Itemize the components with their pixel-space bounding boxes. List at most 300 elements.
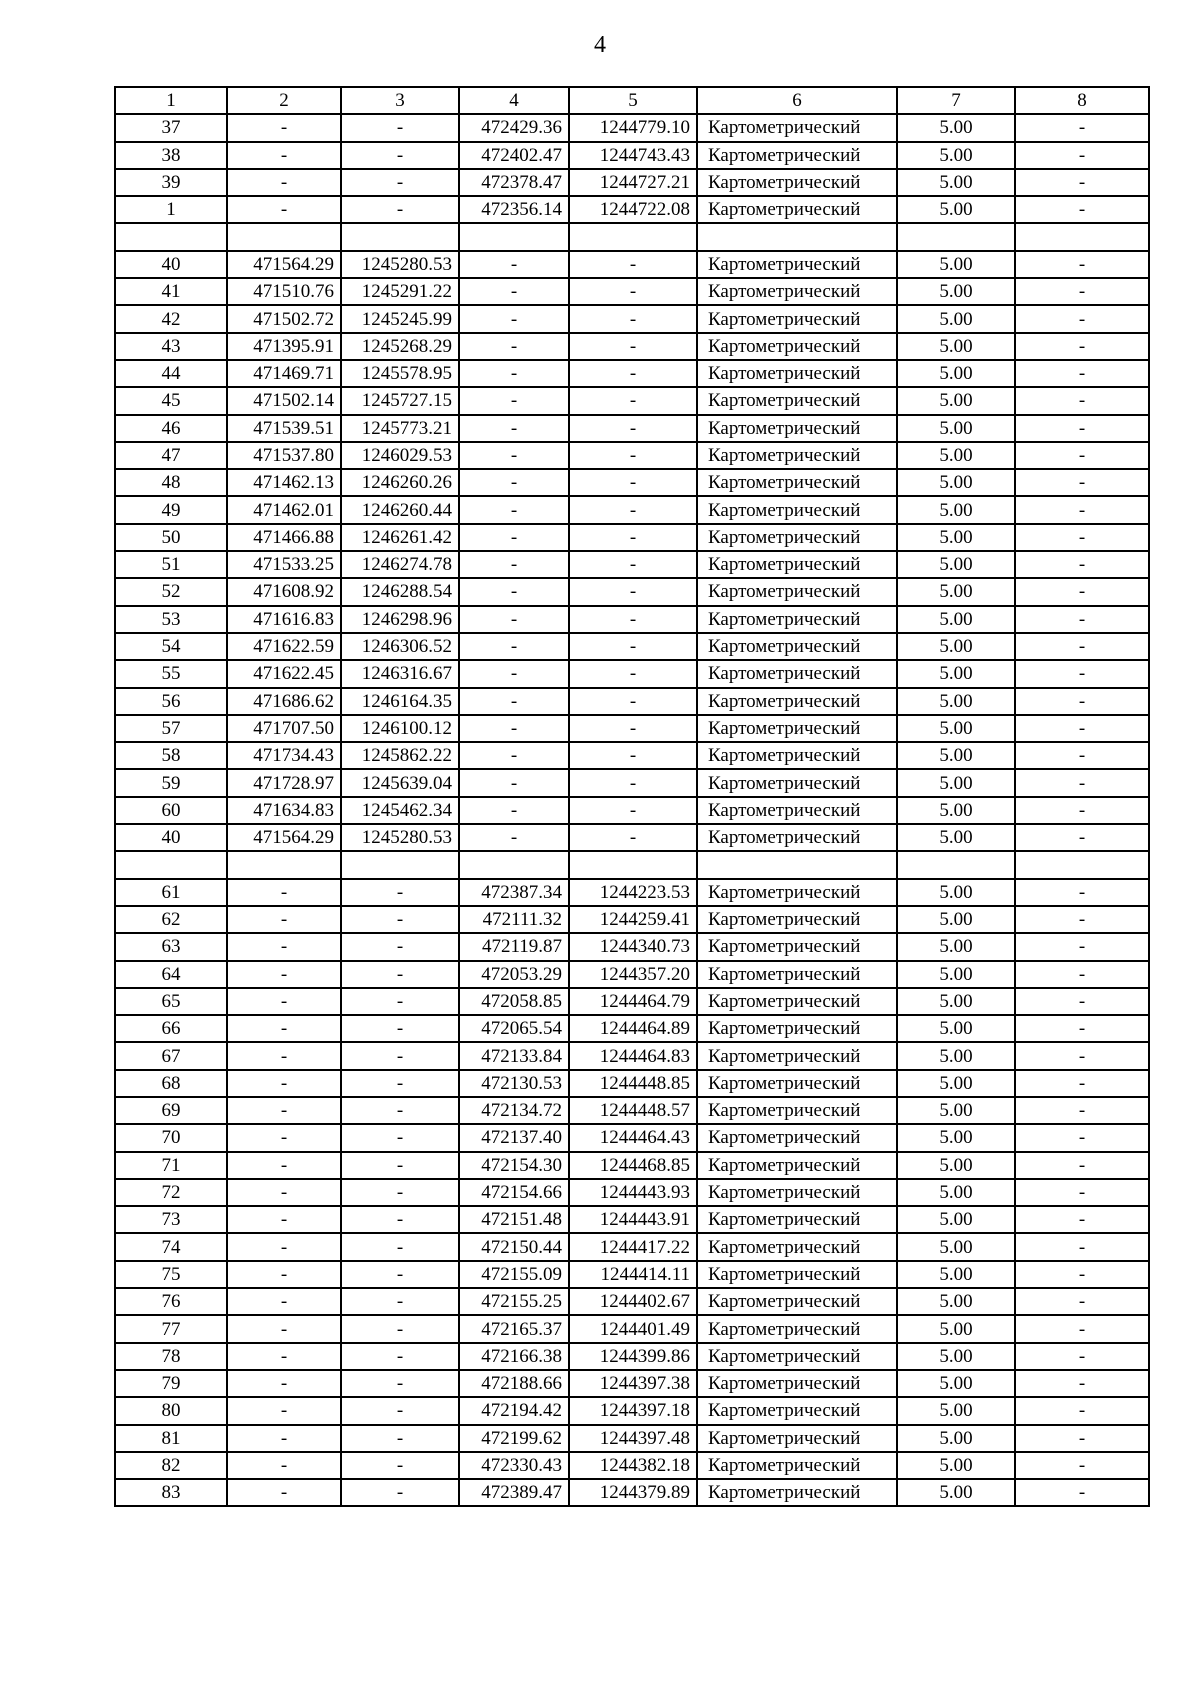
note-cell: [1015, 851, 1149, 878]
note-cell: -: [1015, 415, 1149, 442]
x-old-cell: 471395.91: [227, 333, 341, 360]
table-row: [115, 851, 1149, 878]
method-cell: Картометрический: [697, 715, 897, 742]
point-number-cell: [115, 851, 227, 878]
y-old-cell: 1245578.95: [341, 360, 459, 387]
y-new-cell: -: [569, 688, 697, 715]
y-new-cell: -: [569, 606, 697, 633]
accuracy-cell: 5.00: [897, 1479, 1015, 1506]
note-cell: -: [1015, 1343, 1149, 1370]
method-cell: Картометрический: [697, 305, 897, 332]
method-cell: Картометрический: [697, 797, 897, 824]
note-cell: -: [1015, 1152, 1149, 1179]
accuracy-cell: 5.00: [897, 578, 1015, 605]
method-cell: Картометрический: [697, 578, 897, 605]
table-row: [115, 1452, 1149, 1479]
x-new-cell: -: [459, 797, 569, 824]
y-new-cell: 1244443.93: [569, 1179, 697, 1206]
x-old-cell: [227, 851, 341, 878]
note-cell: -: [1015, 1042, 1149, 1069]
x-new-cell: -: [459, 578, 569, 605]
method-cell: Картометрический: [697, 1425, 897, 1452]
y-old-cell: -: [341, 988, 459, 1015]
x-old-cell: -: [227, 196, 341, 223]
x-new-cell: 472155.09: [459, 1261, 569, 1288]
table-row: [115, 688, 1149, 715]
x-new-cell: 472330.43: [459, 1452, 569, 1479]
x-old-cell: -: [227, 988, 341, 1015]
table-row: [115, 333, 1149, 360]
x-new-cell: 472053.29: [459, 961, 569, 988]
accuracy-cell: 5.00: [897, 305, 1015, 332]
table-row: [115, 496, 1149, 523]
accuracy-cell: 5.00: [897, 879, 1015, 906]
accuracy-cell: 5.00: [897, 1206, 1015, 1233]
point-number-cell: 48: [115, 469, 227, 496]
x-old-cell: -: [227, 1152, 341, 1179]
point-number-cell: 66: [115, 1015, 227, 1042]
point-number-cell: 55: [115, 660, 227, 687]
y-old-cell: 1246288.54: [341, 578, 459, 605]
method-cell: Картометрический: [697, 1261, 897, 1288]
accuracy-cell: 5.00: [897, 769, 1015, 796]
point-number-cell: 79: [115, 1370, 227, 1397]
note-cell: -: [1015, 715, 1149, 742]
y-old-cell: -: [341, 1261, 459, 1288]
accuracy-cell: 5.00: [897, 715, 1015, 742]
x-old-cell: -: [227, 879, 341, 906]
x-new-cell: 472389.47: [459, 1479, 569, 1506]
y-new-cell: 1244448.57: [569, 1097, 697, 1124]
method-cell: Картометрический: [697, 961, 897, 988]
note-cell: -: [1015, 961, 1149, 988]
x-old-cell: -: [227, 961, 341, 988]
note-cell: -: [1015, 278, 1149, 305]
point-number-cell: 78: [115, 1343, 227, 1370]
method-cell: Картометрический: [697, 1097, 897, 1124]
point-number-cell: 64: [115, 961, 227, 988]
accuracy-cell: 5.00: [897, 415, 1015, 442]
x-new-cell: 472166.38: [459, 1343, 569, 1370]
note-cell: -: [1015, 360, 1149, 387]
point-number-cell: 58: [115, 742, 227, 769]
method-cell: Картометрический: [697, 469, 897, 496]
method-cell: Картометрический: [697, 169, 897, 196]
y-old-cell: [341, 223, 459, 250]
y-old-cell: 1245462.34: [341, 797, 459, 824]
y-old-cell: [341, 851, 459, 878]
x-new-cell: -: [459, 496, 569, 523]
x-old-cell: 471564.29: [227, 824, 341, 851]
method-cell: Картометрический: [697, 415, 897, 442]
accuracy-cell: 5.00: [897, 797, 1015, 824]
point-number-cell: 38: [115, 142, 227, 169]
y-old-cell: -: [341, 1397, 459, 1424]
x-new-cell: -: [459, 251, 569, 278]
x-new-cell: 472137.40: [459, 1124, 569, 1151]
y-new-cell: -: [569, 660, 697, 687]
x-new-cell: -: [459, 415, 569, 442]
point-number-cell: 56: [115, 688, 227, 715]
y-old-cell: -: [341, 1015, 459, 1042]
table-body: [115, 114, 1149, 1506]
note-cell: -: [1015, 1370, 1149, 1397]
accuracy-cell: 5.00: [897, 824, 1015, 851]
method-cell: Картометрический: [697, 360, 897, 387]
accuracy-cell: 5.00: [897, 1261, 1015, 1288]
accuracy-cell: 5.00: [897, 633, 1015, 660]
table-row: [115, 606, 1149, 633]
note-cell: -: [1015, 606, 1149, 633]
column-header: 2: [227, 87, 341, 114]
y-new-cell: -: [569, 251, 697, 278]
table-row: [115, 142, 1149, 169]
y-old-cell: -: [341, 1097, 459, 1124]
accuracy-cell: 5.00: [897, 1042, 1015, 1069]
x-old-cell: -: [227, 1124, 341, 1151]
y-old-cell: -: [341, 1124, 459, 1151]
point-number-cell: 77: [115, 1315, 227, 1342]
y-new-cell: [569, 223, 697, 250]
accuracy-cell: 5.00: [897, 1152, 1015, 1179]
x-old-cell: -: [227, 1315, 341, 1342]
note-cell: -: [1015, 251, 1149, 278]
accuracy-cell: 5.00: [897, 1179, 1015, 1206]
table-row: [115, 961, 1149, 988]
table-row: [115, 1179, 1149, 1206]
y-new-cell: -: [569, 305, 697, 332]
x-old-cell: -: [227, 933, 341, 960]
point-number-cell: 52: [115, 578, 227, 605]
y-new-cell: 1244464.83: [569, 1042, 697, 1069]
note-cell: -: [1015, 797, 1149, 824]
x-old-cell: 471539.51: [227, 415, 341, 442]
accuracy-cell: 5.00: [897, 1370, 1015, 1397]
x-new-cell: -: [459, 606, 569, 633]
y-new-cell: -: [569, 442, 697, 469]
x-old-cell: 471707.50: [227, 715, 341, 742]
note-cell: -: [1015, 524, 1149, 551]
point-number-cell: 53: [115, 606, 227, 633]
accuracy-cell: 5.00: [897, 906, 1015, 933]
note-cell: -: [1015, 1479, 1149, 1506]
method-cell: Картометрический: [697, 1179, 897, 1206]
y-old-cell: -: [341, 961, 459, 988]
x-old-cell: -: [227, 1261, 341, 1288]
accuracy-cell: 5.00: [897, 1315, 1015, 1342]
y-new-cell: -: [569, 824, 697, 851]
column-header: 4: [459, 87, 569, 114]
x-old-cell: 471462.13: [227, 469, 341, 496]
note-cell: -: [1015, 660, 1149, 687]
method-cell: Картометрический: [697, 1315, 897, 1342]
x-old-cell: 471608.92: [227, 578, 341, 605]
method-cell: Картометрический: [697, 442, 897, 469]
x-new-cell: -: [459, 742, 569, 769]
note-cell: -: [1015, 333, 1149, 360]
column-header: 6: [697, 87, 897, 114]
y-new-cell: -: [569, 415, 697, 442]
point-number-cell: 43: [115, 333, 227, 360]
y-old-cell: 1246100.12: [341, 715, 459, 742]
accuracy-cell: 5.00: [897, 660, 1015, 687]
y-new-cell: -: [569, 797, 697, 824]
point-number-cell: 41: [115, 278, 227, 305]
x-new-cell: 472133.84: [459, 1042, 569, 1069]
column-header: 8: [1015, 87, 1149, 114]
y-old-cell: 1245245.99: [341, 305, 459, 332]
accuracy-cell: 5.00: [897, 1233, 1015, 1260]
y-old-cell: 1245280.53: [341, 824, 459, 851]
accuracy-cell: 5.00: [897, 169, 1015, 196]
y-new-cell: 1244779.10: [569, 114, 697, 141]
table-row: [115, 415, 1149, 442]
y-old-cell: -: [341, 906, 459, 933]
x-old-cell: [227, 223, 341, 250]
y-new-cell: 1244464.43: [569, 1124, 697, 1151]
note-cell: -: [1015, 551, 1149, 578]
y-new-cell: 1244727.21: [569, 169, 697, 196]
coordinates-table: [114, 86, 1150, 1507]
note-cell: -: [1015, 1097, 1149, 1124]
note-cell: -: [1015, 114, 1149, 141]
table-row: [115, 1015, 1149, 1042]
y-old-cell: -: [341, 1206, 459, 1233]
method-cell: [697, 851, 897, 878]
x-old-cell: -: [227, 1070, 341, 1097]
x-new-cell: [459, 223, 569, 250]
point-number-cell: 71: [115, 1152, 227, 1179]
table-row: [115, 524, 1149, 551]
x-old-cell: 471728.97: [227, 769, 341, 796]
y-old-cell: -: [341, 1070, 459, 1097]
y-new-cell: 1244399.86: [569, 1343, 697, 1370]
x-old-cell: -: [227, 906, 341, 933]
note-cell: -: [1015, 469, 1149, 496]
method-cell: Картометрический: [697, 688, 897, 715]
x-old-cell: -: [227, 1233, 341, 1260]
point-number-cell: 74: [115, 1233, 227, 1260]
method-cell: Картометрический: [697, 1070, 897, 1097]
page-number: 4: [594, 32, 606, 58]
y-old-cell: -: [341, 1315, 459, 1342]
note-cell: -: [1015, 906, 1149, 933]
note-cell: -: [1015, 988, 1149, 1015]
point-number-cell: 72: [115, 1179, 227, 1206]
y-new-cell: 1244397.18: [569, 1397, 697, 1424]
y-new-cell: 1244382.18: [569, 1452, 697, 1479]
note-cell: -: [1015, 933, 1149, 960]
x-old-cell: -: [227, 1042, 341, 1069]
y-new-cell: -: [569, 360, 697, 387]
table-row: [115, 1288, 1149, 1315]
y-old-cell: -: [341, 114, 459, 141]
y-old-cell: -: [341, 1370, 459, 1397]
x-old-cell: -: [227, 1370, 341, 1397]
y-old-cell: -: [341, 169, 459, 196]
method-cell: Картометрический: [697, 879, 897, 906]
x-old-cell: -: [227, 1288, 341, 1315]
y-new-cell: 1244397.48: [569, 1425, 697, 1452]
x-new-cell: -: [459, 715, 569, 742]
table-row: [115, 387, 1149, 414]
point-number-cell: 69: [115, 1097, 227, 1124]
table-row: [115, 169, 1149, 196]
method-cell: Картометрический: [697, 142, 897, 169]
table-row: [115, 551, 1149, 578]
x-old-cell: -: [227, 1206, 341, 1233]
point-number-cell: [115, 223, 227, 250]
y-old-cell: 1246164.35: [341, 688, 459, 715]
y-old-cell: -: [341, 1425, 459, 1452]
table-row: [115, 879, 1149, 906]
x-new-cell: -: [459, 633, 569, 660]
note-cell: -: [1015, 1070, 1149, 1097]
table-row: [115, 824, 1149, 851]
x-old-cell: 471502.14: [227, 387, 341, 414]
y-old-cell: 1245727.15: [341, 387, 459, 414]
y-new-cell: 1244464.89: [569, 1015, 697, 1042]
y-old-cell: 1245862.22: [341, 742, 459, 769]
x-new-cell: -: [459, 305, 569, 332]
table-row: [115, 1042, 1149, 1069]
x-new-cell: 472199.62: [459, 1425, 569, 1452]
table-row: [115, 1479, 1149, 1506]
point-number-cell: 40: [115, 251, 227, 278]
table-row: [115, 1343, 1149, 1370]
x-old-cell: 471564.29: [227, 251, 341, 278]
accuracy-cell: 5.00: [897, 933, 1015, 960]
table-row: [115, 1124, 1149, 1151]
accuracy-cell: 5.00: [897, 469, 1015, 496]
x-old-cell: 471537.80: [227, 442, 341, 469]
x-old-cell: 471510.76: [227, 278, 341, 305]
x-old-cell: 471686.62: [227, 688, 341, 715]
y-new-cell: 1244448.85: [569, 1070, 697, 1097]
accuracy-cell: 5.00: [897, 688, 1015, 715]
method-cell: Картометрический: [697, 387, 897, 414]
method-cell: Картометрический: [697, 114, 897, 141]
accuracy-cell: 5.00: [897, 442, 1015, 469]
y-old-cell: -: [341, 1042, 459, 1069]
table-row: [115, 305, 1149, 332]
note-cell: -: [1015, 1124, 1149, 1151]
point-number-cell: 57: [115, 715, 227, 742]
x-new-cell: 472065.54: [459, 1015, 569, 1042]
table-row: [115, 1097, 1149, 1124]
x-old-cell: -: [227, 1397, 341, 1424]
table-row: [115, 769, 1149, 796]
point-number-cell: 73: [115, 1206, 227, 1233]
x-new-cell: 472188.66: [459, 1370, 569, 1397]
x-new-cell: 472119.87: [459, 933, 569, 960]
x-old-cell: 471469.71: [227, 360, 341, 387]
x-new-cell: -: [459, 387, 569, 414]
note-cell: -: [1015, 1261, 1149, 1288]
method-cell: Картометрический: [697, 1233, 897, 1260]
point-number-cell: 54: [115, 633, 227, 660]
method-cell: Картометрический: [697, 1288, 897, 1315]
x-new-cell: 472378.47: [459, 169, 569, 196]
method-cell: Картометрический: [697, 660, 897, 687]
table-row: [115, 933, 1149, 960]
table-row: [115, 660, 1149, 687]
y-new-cell: -: [569, 578, 697, 605]
table-row: [115, 1233, 1149, 1260]
table-row: [115, 578, 1149, 605]
method-cell: Картометрический: [697, 824, 897, 851]
x-new-cell: -: [459, 278, 569, 305]
method-cell: Картометрический: [697, 633, 897, 660]
x-old-cell: 471616.83: [227, 606, 341, 633]
point-number-cell: 65: [115, 988, 227, 1015]
x-old-cell: 471502.72: [227, 305, 341, 332]
y-new-cell: [569, 851, 697, 878]
y-new-cell: -: [569, 333, 697, 360]
accuracy-cell: 5.00: [897, 333, 1015, 360]
x-new-cell: 472134.72: [459, 1097, 569, 1124]
y-new-cell: 1244401.49: [569, 1315, 697, 1342]
accuracy-cell: 5.00: [897, 524, 1015, 551]
point-number-cell: 61: [115, 879, 227, 906]
accuracy-cell: 5.00: [897, 1015, 1015, 1042]
accuracy-cell: 5.00: [897, 496, 1015, 523]
table-row: [115, 633, 1149, 660]
table-row: [115, 360, 1149, 387]
x-old-cell: -: [227, 1179, 341, 1206]
method-cell: Картометрический: [697, 1343, 897, 1370]
y-new-cell: 1244397.38: [569, 1370, 697, 1397]
x-new-cell: 472130.53: [459, 1070, 569, 1097]
accuracy-cell: 5.00: [897, 961, 1015, 988]
table-row: [115, 1370, 1149, 1397]
table-row: [115, 988, 1149, 1015]
method-cell: Картометрический: [697, 333, 897, 360]
accuracy-cell: 5.00: [897, 360, 1015, 387]
point-number-cell: 46: [115, 415, 227, 442]
method-cell: Картометрический: [697, 1479, 897, 1506]
x-new-cell: -: [459, 333, 569, 360]
table-row: [115, 223, 1149, 250]
accuracy-cell: 5.00: [897, 1452, 1015, 1479]
x-new-cell: -: [459, 551, 569, 578]
method-cell: Картометрический: [697, 1370, 897, 1397]
point-number-cell: 39: [115, 169, 227, 196]
point-number-cell: 42: [115, 305, 227, 332]
y-old-cell: -: [341, 1152, 459, 1179]
x-new-cell: 472155.25: [459, 1288, 569, 1315]
point-number-cell: 83: [115, 1479, 227, 1506]
method-cell: Картометрический: [697, 906, 897, 933]
note-cell: -: [1015, 1452, 1149, 1479]
method-cell: Картометрический: [697, 933, 897, 960]
x-new-cell: 472111.32: [459, 906, 569, 933]
note-cell: -: [1015, 1288, 1149, 1315]
table-header-row: [115, 87, 1149, 114]
note-cell: -: [1015, 1397, 1149, 1424]
note-cell: -: [1015, 169, 1149, 196]
accuracy-cell: [897, 223, 1015, 250]
note-cell: -: [1015, 196, 1149, 223]
point-number-cell: 40: [115, 824, 227, 851]
accuracy-cell: [897, 851, 1015, 878]
y-new-cell: -: [569, 769, 697, 796]
y-new-cell: -: [569, 469, 697, 496]
accuracy-cell: 5.00: [897, 1097, 1015, 1124]
note-cell: -: [1015, 142, 1149, 169]
accuracy-cell: 5.00: [897, 387, 1015, 414]
method-cell: Картометрический: [697, 769, 897, 796]
